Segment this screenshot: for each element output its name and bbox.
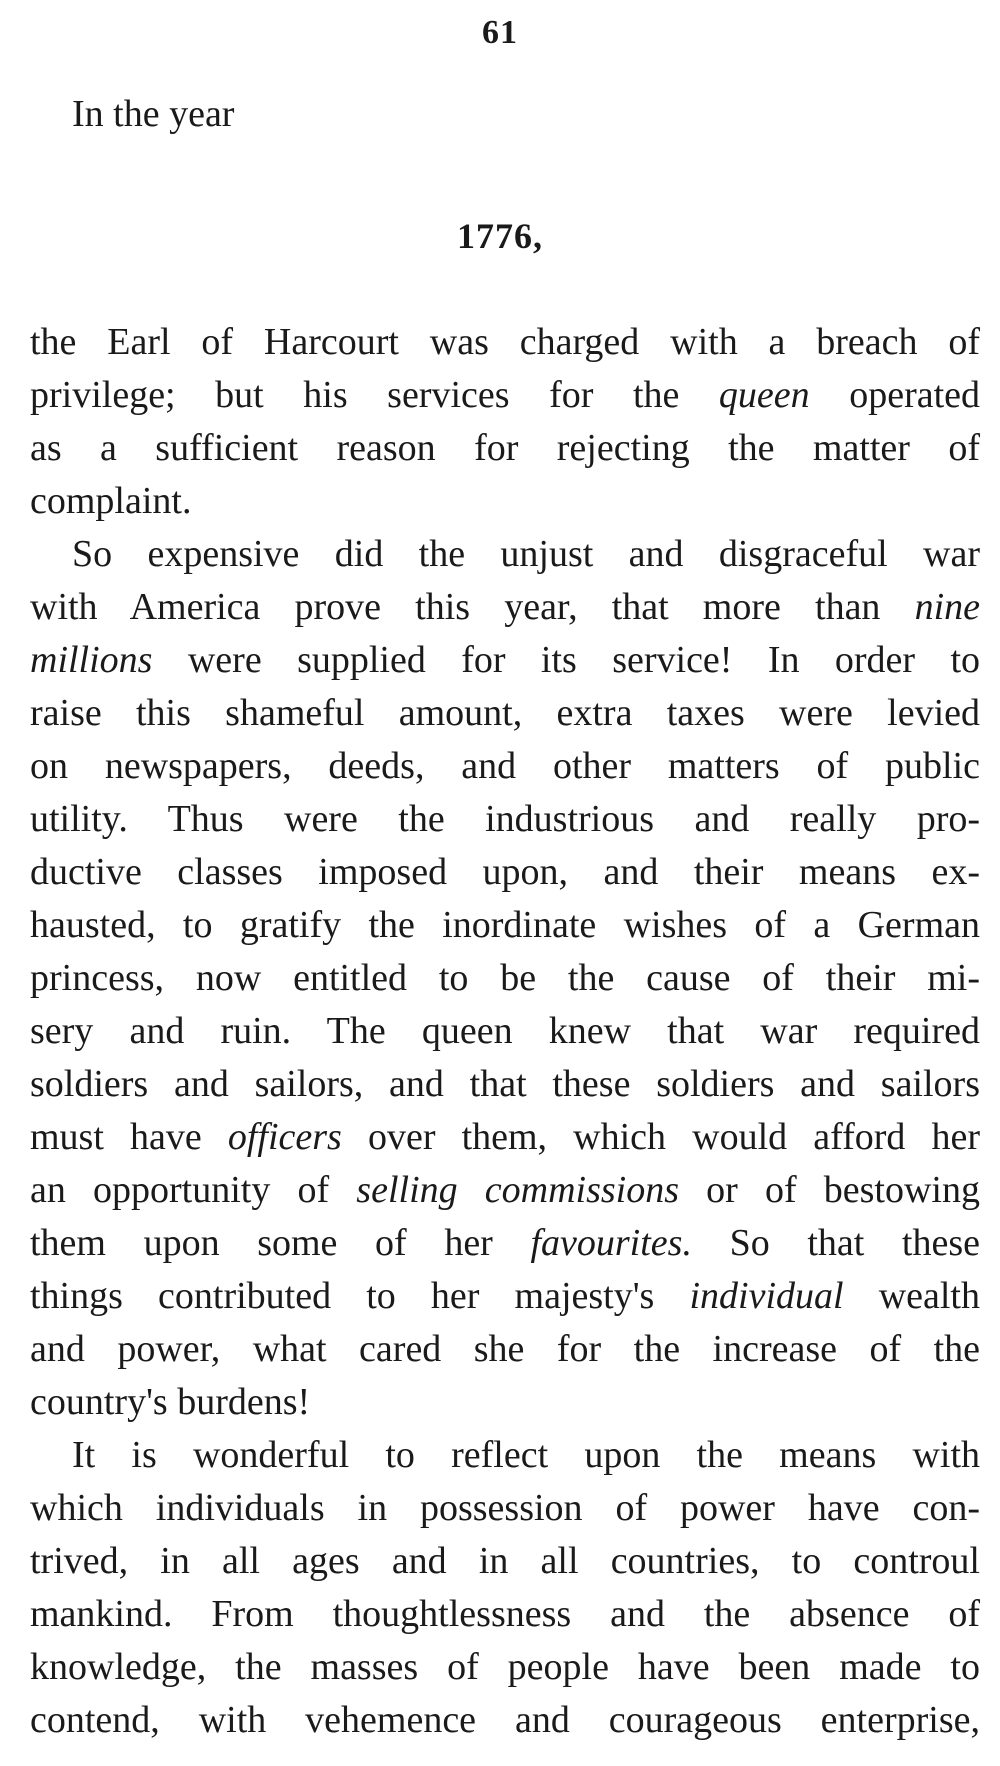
text-run: trived, in all ages and in all countries, to controul [30, 1540, 980, 1582]
text-line [30, 740, 980, 793]
italic-text: millions [30, 639, 153, 681]
text-run: them upon some of her [30, 1222, 531, 1264]
page-number: 61 [482, 14, 518, 51]
text-run: were supplied for its service! In order to [152, 639, 980, 681]
paragraph [30, 316, 980, 528]
text-run: must have [30, 1116, 228, 1158]
text-line [30, 687, 980, 740]
text-line [30, 369, 980, 422]
text-run: wealth [843, 1275, 980, 1317]
text-line [30, 1217, 980, 1270]
text-run: knowledge, the masses of people have been made to [30, 1646, 980, 1688]
text-run: It is wonderful to reflect upon the means with [72, 1434, 980, 1476]
paragraph [30, 528, 980, 1429]
text-run: on newspapers, deeds, and other matters of public [30, 745, 980, 787]
text-run: So that these [691, 1222, 980, 1264]
text-line [30, 1588, 980, 1641]
text-line [30, 1641, 980, 1694]
text-line [30, 1429, 980, 1482]
text-line [30, 581, 980, 634]
text-run: things contributed to her majesty's [30, 1275, 690, 1317]
text-run: ductive classes imposed upon, and their means ex- [30, 851, 980, 893]
text-run: contend, with vehemence and courageous enterprise, [30, 1699, 980, 1741]
text-run: operated [809, 374, 981, 416]
text-run: complaint. [30, 480, 192, 522]
body-text [30, 316, 980, 1747]
text-line [30, 1005, 980, 1058]
text-run: country's burdens! [30, 1381, 311, 1423]
paragraph [30, 1429, 980, 1747]
italic-text: selling commissions [356, 1169, 680, 1211]
italic-text: individual [689, 1275, 844, 1317]
text-line [30, 316, 980, 369]
text-line [30, 1111, 980, 1164]
text-line [30, 1270, 980, 1323]
text-line [30, 1058, 980, 1111]
text-line [30, 1694, 980, 1747]
text-line [30, 846, 980, 899]
text-run: an opportunity of [30, 1169, 357, 1211]
text-run: sery and ruin. The queen knew that war required [30, 1010, 980, 1052]
text-run: as a sufficient reason for rejecting the matter of [30, 427, 980, 469]
text-line [30, 1323, 980, 1376]
text-run: with America prove this year, that more than [30, 586, 915, 628]
text-line [30, 528, 980, 581]
year-heading: 1776, [457, 216, 543, 256]
text-line [30, 475, 980, 528]
text-line [30, 634, 980, 687]
text-run: So expensive did the unjust and disgraceful war [72, 533, 980, 575]
text-run: or of bestowing [679, 1169, 980, 1211]
text-line [30, 1164, 980, 1217]
italic-text: nine [914, 586, 980, 628]
text-run: hausted, to gratify the inordinate wishes of a German [30, 904, 980, 946]
text-line [30, 899, 980, 952]
text-run: utility. Thus were the industrious and really pro- [30, 798, 980, 840]
text-run: which individuals in possession of power have con- [30, 1487, 980, 1529]
text-line [30, 1535, 980, 1588]
text-run: over them, which would afford her [341, 1116, 981, 1158]
italic-text: favourites. [530, 1222, 692, 1264]
text-line [30, 1482, 980, 1535]
text-run: raise this shameful amount, extra taxes were levied [30, 692, 980, 734]
lead-phrase: In the year [72, 93, 235, 135]
text-line [30, 422, 980, 475]
text-run: privilege; but his services for the [30, 374, 719, 416]
text-run: mankind. From thoughtlessness and the absence of [30, 1593, 980, 1635]
text-line [30, 1376, 980, 1429]
text-line [30, 952, 980, 1005]
text-line [30, 793, 980, 846]
text-run: the Earl of Harcourt was charged with a breach of [30, 321, 980, 363]
text-run: and power, what cared she for the increase of the [30, 1328, 980, 1370]
italic-text: officers [227, 1116, 342, 1158]
text-run: soldiers and sailors, and that these soldiers and sailors [30, 1063, 980, 1105]
italic-text: queen [718, 374, 810, 416]
text-run: princess, now entitled to be the cause of their mi- [30, 957, 980, 999]
